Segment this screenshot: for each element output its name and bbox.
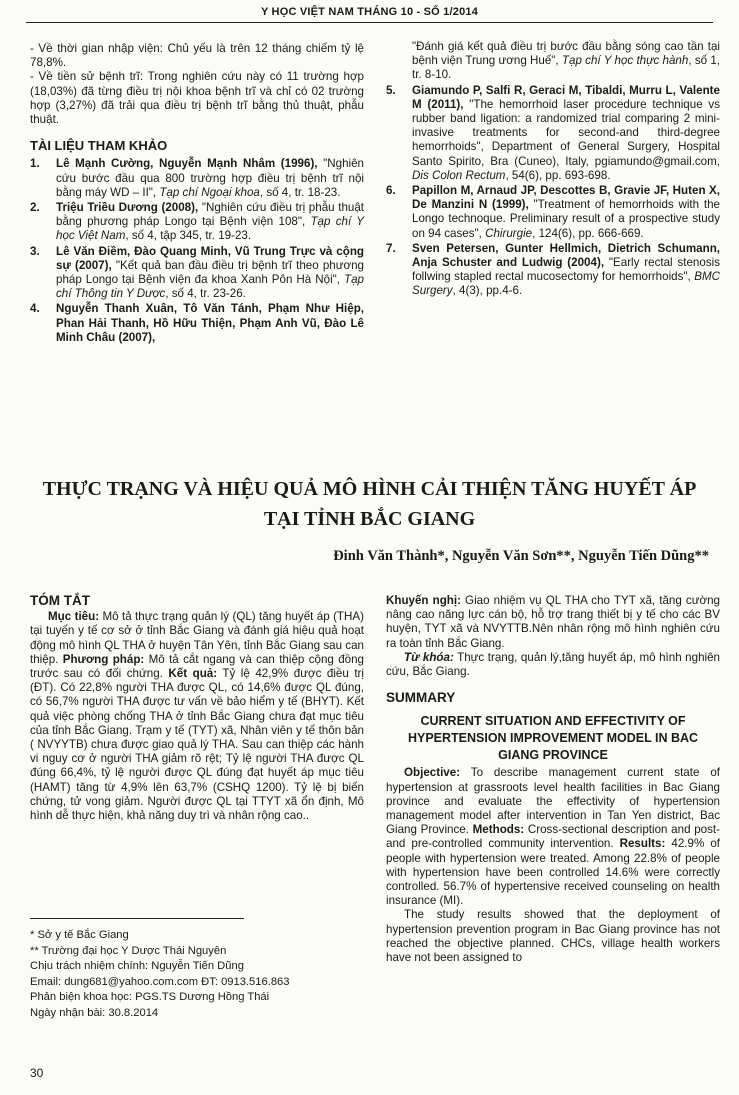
reference-authors: Papillon M, Arnaud JP, Descottes B, Gravie JF, Huten X, De Manzini N (1999),	[412, 184, 720, 212]
abstract-paragraph	[30, 610, 364, 823]
reference-item	[30, 157, 364, 200]
footnote: ** Trường đại học Y Dược Thái Nguyên	[30, 944, 227, 957]
reference-tail: , số 1, tr. 8-10.	[412, 54, 720, 82]
reference-number: 5.	[386, 83, 396, 97]
reference-text: "Nghiên cứu bước đầu qua 800 trường hợp điều trị bệnh trĩ nội bằng máy WD – II",	[56, 157, 364, 199]
recommendation-paragraph	[386, 594, 720, 651]
recommendation-text: Giao nhiệm vụ QL THA cho TYT xã, tăng cường nâng cao năng lực cán bộ, hỗ trợ trang thiết bị y tế cho các BV huyện, TYT xã và NVYTTB.Nên nhân rộng mô hình nghiên cứu ra toàn tỉnh Bắc Giang.	[386, 594, 720, 650]
paragraph: - Về tiền sử bệnh trĩ: Trong nghiên cứu này có 11 trường hợp (18,03%) đã từng điều trị nội khoa bệnh trĩ và chỉ có 02 trường hợp (3,27%) đã trải qua điều trị bệnh trĩ bằng thủ thuật, phẫu thuật.	[30, 70, 364, 127]
reference-tail: , 54(6), pp. 693-698.	[505, 168, 611, 182]
en-objective-label: Objective:	[404, 766, 461, 780]
reference-journal: Tạp chí Ngoại khoa	[159, 185, 260, 199]
reference-text: "Early rectal stenosis follwing stapled rectal mucosectomy for hemorrhoids",	[412, 256, 720, 284]
article-authors: Đinh Văn Thành*, Nguyễn Văn Sơn**, Nguyễn Tiến Dũng**	[333, 548, 709, 564]
reference-authors: Nguyễn Thanh Xuân, Tô Văn Tánh, Phạm Như Hiệp, Phan Hải Thanh, Hồ Hữu Thiện, Phạm Anh Vũ, Đào Lê Minh Châu (2007),	[56, 302, 364, 344]
reference-item	[386, 84, 720, 183]
journal-header: Y HỌC VIỆT NAM THÁNG 10 - SỐ 1/2014	[26, 6, 713, 23]
reference-item	[30, 201, 364, 244]
reference-item	[30, 245, 364, 302]
footnote: * Sở y tế Bắc Giang	[30, 929, 129, 941]
reference-journal: Tạp chí Y học thực hành	[561, 54, 689, 68]
method-label: Phương pháp:	[62, 652, 145, 666]
en-method-text: Cross-sectional description and post- and pre-controlled community intervention.	[386, 823, 720, 851]
footnote-divider	[30, 918, 244, 919]
reference-text: "The hemorrhoid laser procedure technique vs rubber band ligation: a randomized trial comparing 2 mini-invasive treatments for second-and third-degree hemorrhoids", Department of General Surgery, Hospital Santo Spirito, Bra (Cuneo), Italy, pgiamundo@gmail.com,	[412, 97, 720, 168]
keywords-paragraph	[386, 651, 720, 679]
reference-number: 4.	[30, 302, 40, 316]
reference-authors: Lê Văn Điềm, Đào Quang Minh, Vũ Trung Trực và cộng sự (2007),	[56, 244, 364, 272]
references-title: TÀI LIỆU THAM KHẢO	[30, 138, 168, 154]
reference-number: 3.	[30, 244, 40, 258]
reference-authors: Giamundo P, Salfi R, Geraci M, Tibaldi, Murru L, Valente M (2011),	[412, 83, 720, 111]
footnote: Chịu trách nhiệm chính: Nguyễn Tiến Dũng	[30, 960, 244, 973]
keywords-text: Thực trạng, quản lý,tăng huyết áp, mô hình nghiên cứu, Bắc Giang.	[386, 650, 720, 679]
result-label: Kết quả:	[168, 667, 218, 681]
reference-number: 7.	[386, 241, 396, 255]
reference-tail: , số 4, tập 345, tr. 19-23.	[125, 229, 252, 243]
footnote: Ngày nhận bài: 30.8.2014	[30, 1006, 159, 1019]
paragraph: - Về thời gian nhập viện: Chủ yếu là trên 12 tháng chiếm tỷ lệ 78,8%.	[30, 42, 364, 70]
summary-paragraph	[386, 766, 720, 908]
page-number: 30	[30, 1066, 44, 1080]
result-text: Tỷ lệ 42,9% được điều trị (ĐT). Có 22,8% người THA được QL, có 14,6% được QL đúng, có 56,7% người THA được tư vấn về bảo hiểm y tế (BHYT). Kết quả việc phòng chống THA ở tỉnh Bắc Giang chưa đạt mục tiêu của tỉnh Bắc Giang. Trạm y tế (TYT) xã, Nhân viên y tế thôn bản ( NVYYTB) chưa được giao quả lý THA. Sau can thiệp các hành vi nguy cơ ở người THA giảm rõ rệt; Tỷ lệ người THA được QL đúng 66,4%, tỷ lệ người được QL đúng đạt huyết áp mục tiêu (HAMT) tăng từ 4,9% lên 63,7% (CSHQ 1200). Tỷ lệ bị biến chứng, tử vong giảm. Người được QL tại TTYT xã ổn định, Mô hình dễ thực hiện, khả năng duy trì và nhân rộng cao..	[30, 667, 364, 823]
summary-title: SUMMARY	[386, 690, 456, 706]
reference-item	[386, 184, 720, 241]
footnote: Email: dung681@yahoo.com.com ĐT: 0913.516.863	[30, 975, 290, 988]
summary-paragraph: The study results showed that the deployment of hypertension prevention program in Bac Giang province has not reached the objective planned. CHCs, village health workers have not been assigned to	[386, 908, 720, 965]
previous-article-left-column	[30, 42, 364, 346]
footnote: Phản biện khoa học: PGS.TS Dương Hồng Thái	[30, 991, 270, 1004]
reference-tail: , số 4, tr. 18-23.	[259, 185, 341, 199]
recommendation-label: Khuyến nghị:	[386, 594, 461, 607]
abstract-right-column	[386, 594, 720, 965]
footnotes	[30, 928, 330, 1022]
en-result-text: 42.9% of people with hypertension were treated. Among 22.8% of people with hypertension have been controlled 14.6% were correctly controlled. 56.7% of hypertensive received counseling on health insurance (MI).	[386, 837, 720, 908]
abstract-left-column	[30, 594, 364, 823]
reference-item	[30, 302, 364, 345]
objective-text: Mô tả thực trạng quản lý (QL) tăng huyết áp (THA) tại tuyến y tế cơ sở ở tỉnh Bắc Giang và đánh giá hiệu quả hoạt động mô hình QL THA ở huyện Tân Yên, tỉnh Bắc Giang sau can thiệp.	[30, 610, 364, 666]
en-objective-text: To describe management current state of hypertension at grassroots level health facilities in Bac Giang province and evaluate the effectivity of hypertension management model after intervention in Tan Yen district, Bac Giang Province.	[386, 766, 720, 837]
reference-item	[386, 242, 720, 299]
reference-text: "Nghiên cứu điều trị phẫu thuật bằng phương pháp Longo tại Bệnh viện 108",	[56, 201, 365, 229]
reference-text: "Treatment of hemorrhoids with the Longo technoque. Preliminary result of a prospective study on 94 cases",	[412, 198, 720, 240]
reference-authors: Triệu Triều Dương (2008),	[56, 201, 199, 215]
reference-journal: Tạp chí Thông tin Y Dược	[56, 273, 364, 301]
reference-tail: , 124(6), pp. 666-669.	[532, 226, 644, 240]
reference-text: "Kết quả ban đầu điều trị bệnh trĩ theo phương pháp Longo tại Bệnh viện đa khoa Xanh Pôn Hà Nội",	[56, 258, 364, 287]
reference-number: 6.	[386, 184, 396, 198]
reference-text: "Đánh giá kết quả điều trị bước đầu bằng sóng cao tần tại bệnh viện Trung ương Huế",	[412, 40, 720, 68]
reference-number: 1.	[30, 157, 40, 171]
english-title: CURRENT SITUATION AND EFFECTIVITY OF HYPERTENSION IMPROVEMENT MODEL IN BAC GIANG PROVINCE	[407, 714, 699, 763]
reference-tail: , 4(3), pp.4-6.	[452, 284, 523, 298]
reference-journal: Tạp chí Y học Việt Nam	[56, 215, 364, 243]
en-method-label: Methods:	[472, 823, 525, 837]
article-title-line: TẠI TỈNH BẮC GIANG	[263, 508, 476, 530]
reference-authors: Lê Mạnh Cường, Nguyễn Mạnh Nhâm (1996),	[56, 157, 318, 171]
article-title	[30, 474, 709, 534]
reference-tail: , số 4, tr. 23-26.	[165, 287, 246, 301]
abstract-title: TÓM TẮT	[30, 593, 90, 608]
method-text: Mô tả cắt ngang và can thiệp cộng đồng trước sau có đối chứng.	[30, 652, 364, 681]
objective-label: Mục tiêu:	[48, 610, 100, 624]
en-result-label: Results:	[619, 837, 666, 851]
keywords-label: Từ khóa:	[404, 650, 454, 664]
reference-authors: Sven Petersen, Gunter Hellmich, Dietrich Schumann, Anja Schuster and Ludwig (2004),	[412, 241, 720, 270]
reference-item-continued	[386, 40, 720, 83]
article-title-line: THỰC TRẠNG VÀ HIỆU QUẢ MÔ HÌNH CẢI THIỆN TĂNG HUYẾT ÁP	[42, 478, 697, 500]
reference-journal: Dis Colon Rectum	[412, 168, 506, 182]
reference-number: 2.	[30, 201, 40, 215]
reference-journal: BMC Surgery	[412, 270, 720, 298]
reference-journal: Chirurgie	[485, 226, 533, 240]
previous-article-right-column	[386, 40, 720, 300]
